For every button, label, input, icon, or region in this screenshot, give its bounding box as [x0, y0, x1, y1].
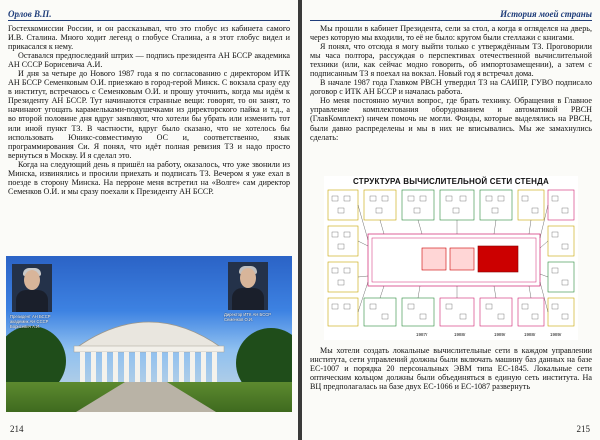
page-number-left: 214	[10, 424, 24, 434]
page-header	[8, 6, 290, 21]
diagram-year-label: 1987г	[416, 332, 428, 337]
network-schematic	[324, 176, 578, 340]
diagram-year-label: 1989г	[550, 332, 562, 337]
portrait-borisevich	[12, 264, 52, 312]
left-text-block	[8, 24, 290, 196]
paragraph: И дня за четыре до Нового 1987 года я по согласованию с директором ИТК АН БССР Семенковым О.И. приезжаю в город-герой Минск. С вокзала сразу еду в институт, встречаюсь с Семенковым О.И. и прошу уточнить, когда мы идём к Президенту АН БССР. Тут начинаются странные вещи: говорят, то он занят, то начинают угощать карамельками-подушечками из директорского пайка и т.д., а во второй половине дня вдруг заявляют, что хотели бы убрать или изменить тот или иной пункт ТЗ. В частности, вдруг было сказано, что не хотелось бы использовать Юникс-совместимую ОС и, соответственно, язык программирования Си. Я понял, что идёт полная ревизия ТЗ и надо просто вернуться в Москву. И я сделал это.	[8, 69, 290, 160]
right-text-bottom	[310, 346, 592, 391]
paragraph: Когда на следующий день я пришёл на работу, оказалось, что уже звонили из Минска, извинялись и просили приехать и подписать ТЗ. Вечером я уже ехал в поезде в сторону Минска. На перроне меня встретил на «Волге» сам директор Семенков О.И. и мы сразу поехали к Президенту АН БССР.	[8, 159, 290, 196]
academy-photo	[6, 256, 292, 412]
page-number-right: 215	[576, 424, 590, 434]
diagram-year-label: 1988г	[454, 332, 466, 337]
portrait-semenkov	[228, 262, 268, 310]
photo-caption-right: Директор ИТК АН БССР Семенков О.И.	[224, 312, 272, 322]
diagram-year-label: 1988г	[524, 332, 536, 337]
page-header	[310, 6, 592, 21]
book-title-header: История моей страны	[500, 9, 592, 19]
paragraph: Но меня постоянно мучил вопрос, где брать технику. Обращения в Главное управление комплектования оборудованием и автоматикой РВСН (ГлавКомплект) ничем помочь не могли. Фонды, которые выделялись на РВСН, были давно распределены и мы в них не вписывались. Мы же замахнулись сделать:	[310, 96, 592, 142]
paragraph: Я понял, что отсюда я могу выйти только с утверждённым ТЗ. Проговорили мы часа полтора, рассуждая о перспективах отечественной вычислительной техники (или, как сейчас модно говорить, об импортозамещении), а затем с подписанным ТЗ я поехал на вокзал. Новый год я встречал дома.	[310, 42, 592, 79]
author-header: Орлов В.П.	[8, 9, 52, 19]
paragraph: Гостехкомиссии России, и он рассказывал, что это глобус из кабинета самого И.В. Сталина. Много ходит легенд о глобусе Сталина, а я этот глобус видел и прикасался к нему.	[8, 24, 290, 52]
right-page	[302, 0, 600, 440]
right-text-top	[310, 24, 592, 142]
photo-caption-left: Президент АН БССР академик АН СССР Борисевич А.И.	[10, 314, 51, 329]
left-page	[0, 0, 298, 440]
network-structure-diagram	[324, 176, 578, 340]
diagram-title: СТРУКТУРА ВЫЧИСЛИТЕЛЬНОЙ СЕТИ СТЕНДА	[353, 177, 549, 186]
paragraph: Мы хотели создать локальные вычислительные сети в каждом управлении института, сети управлений должны были включать машину баз данных на базе ЕС-1007 и порядка 20 персональных ЭВМ типа ЕС-1845. Локальные сети оптическим кольцом должны были объединяться в единую сеть института. На ВЦ предполагалась на базе двух ЕС-1066 и ЕС-1087 развернуть	[310, 346, 592, 392]
diagram-year-label: 1989г	[494, 332, 506, 337]
paragraph: Оставался предпоследний штрих — подпись президента АН БССР академика АН СССР Борисевича А.И.	[8, 51, 290, 70]
paragraph: Мы прошли в кабинет Президента, сели за стол, а когда я огляделся на дверь, через которую мы входили, то её не было: кругом были стеллажи с книгами.	[310, 24, 592, 43]
paragraph: В начале 1987 года Главком РВСН утвердил ТЗ на САИПР, ГУВО подписало договор с ИТК АН БССР и началась работа.	[310, 78, 592, 97]
